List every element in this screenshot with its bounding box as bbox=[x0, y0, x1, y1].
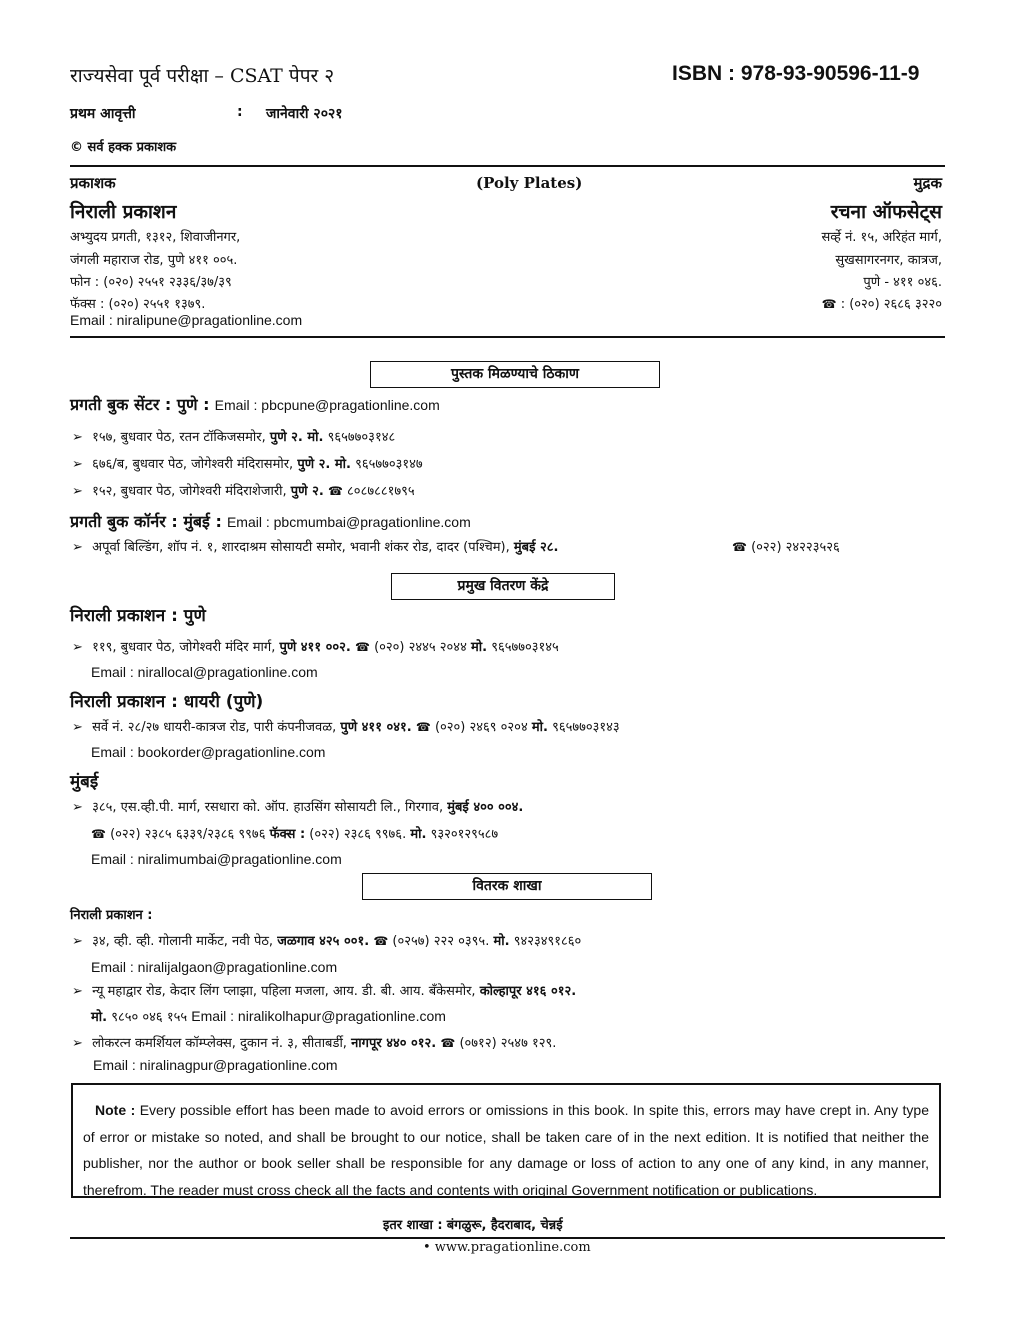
branch-kolhapur-item bbox=[72, 981, 576, 999]
np-mumbai-item bbox=[72, 797, 523, 815]
item-address: न्यू महाद्वार रोड, केदार लिंग प्लाझा, पहिला मजला, आय. डी. बी. आय. बँकेसमोर, bbox=[92, 984, 476, 999]
edition-value: जानेवारी २०२१ bbox=[266, 106, 343, 122]
item-mobile: ९८५० ०४६ १५५ bbox=[111, 1010, 188, 1025]
mobile-label: मो. bbox=[470, 640, 488, 655]
phone-icon: ☎ bbox=[373, 934, 389, 948]
note-label: Note : bbox=[95, 1102, 136, 1118]
item-phone: (०२२) २४२२३५२६ bbox=[751, 540, 840, 555]
item-phone: (०२०) २४६९ ०२०४ bbox=[434, 720, 528, 735]
arrow-bullet-icon: ➢ bbox=[72, 984, 83, 999]
item-address: अपूर्वा बिल्डिंग, शॉप नं. १, शारदाश्रम सोसायटी समोर, भवानी शंकर रोड, दादर (पश्चिम), bbox=[92, 540, 510, 555]
item-city: नागपूर ४४० ०१२. bbox=[351, 1036, 437, 1051]
item-mobile: ९४२३४९१८६० bbox=[513, 934, 582, 949]
item-phone: (०२२) २३८५ ६३३९/२३८६ ९९७६ bbox=[110, 827, 266, 842]
item-phone: (०७१२) २५४७ १२९. bbox=[459, 1036, 557, 1051]
pbc-mumbai-email: Email : pbcmumbai@pragationline.com bbox=[226, 514, 471, 530]
mobile-label: मो. bbox=[531, 720, 548, 735]
item-mobile: ९३२०१२९५८७ bbox=[430, 827, 499, 842]
item-mobile: ९६५७७०३१४७ bbox=[355, 457, 423, 472]
mobile-label: मो. bbox=[493, 934, 510, 949]
arrow-bullet-icon: ➢ bbox=[72, 640, 83, 655]
phone-icon: ☎ bbox=[821, 297, 837, 311]
branches-heading: निराली प्रकाशन : bbox=[70, 908, 153, 923]
publisher-divider bbox=[70, 336, 945, 338]
branch-jalgaon-item bbox=[72, 931, 581, 949]
printer-label: मुद्रक bbox=[913, 174, 942, 192]
item-address: १५२, बुधवार पेठ, जोगेश्वरी मंदिराशेजारी, bbox=[92, 484, 287, 499]
np-mumbai-email: Email : niralimumbai@pragationline.com bbox=[91, 851, 342, 867]
item-city: पुणे २. मो. bbox=[269, 430, 324, 445]
printer-phone-prefix: : bbox=[840, 297, 846, 312]
item-city: पुणे ४११ ०४१. bbox=[340, 720, 412, 735]
pbc-pune-item-3 bbox=[72, 481, 415, 499]
fax-label: फॅक्स : bbox=[269, 827, 306, 842]
np-mumbai-heading: मुंबई bbox=[70, 772, 99, 792]
pbc-mumbai-phone-line bbox=[732, 537, 840, 555]
phone-icon: ☎ bbox=[354, 640, 370, 654]
other-branches-label: इतर शाखा : bbox=[383, 1218, 443, 1233]
edition-label: प्रथम आवृत्ती bbox=[70, 106, 136, 122]
item-address: लोकरत्न कमर्शियल कॉम्प्लेक्स, दुकान नं. ३, सीताबर्डी, bbox=[92, 1036, 347, 1051]
branch-nagpur-email: Email : niralinagpur@pragationline.com bbox=[93, 1057, 338, 1073]
arrow-bullet-icon: ➢ bbox=[72, 457, 83, 472]
item-address: ११९, बुधवार पेठ, जोगेश्वरी मंदिर मार्ग, bbox=[92, 640, 276, 655]
item-city: पुणे २. मो. bbox=[297, 457, 351, 472]
np-pune-item bbox=[72, 637, 559, 655]
printer-address-1: सर्व्हे नं. १५, अरिहंत मार्ग, bbox=[821, 230, 942, 245]
pbc-pune-email: Email : pbcpune@pragationline.com bbox=[214, 397, 440, 413]
printer-address-3: पुणे - ४११ ०४६. bbox=[863, 275, 942, 290]
arrow-bullet-icon: ➢ bbox=[72, 934, 83, 949]
publisher-fax: फॅक्स : (०२०) २५५१ १३७९. bbox=[70, 297, 206, 312]
item-city: पुणे २. bbox=[290, 484, 324, 499]
publisher-label: प्रकाशक bbox=[70, 174, 116, 192]
edition-separator: : bbox=[237, 104, 243, 120]
item-fax: (०२२) २३८६ ९९७६. bbox=[309, 827, 407, 842]
header-divider bbox=[70, 165, 945, 167]
item-phone: ८०८७८८१७९५ bbox=[347, 484, 415, 499]
item-address: ३८५, एस.व्ही.पी. मार्ग, रसधारा को. ऑप. हाउसिंग सोसायटी लि., गिरगाव, bbox=[92, 800, 444, 815]
pbc-pune-item-1 bbox=[72, 427, 395, 445]
pbc-pune-heading-line bbox=[70, 393, 440, 415]
item-mobile: ९६५७७०३१४८ bbox=[327, 430, 396, 445]
printer-name: रचना ऑफसेट्स bbox=[830, 201, 942, 223]
item-address: सर्वे नं. २८/२७ धायरी-कात्रज रोड, पारी कंपनीजवळ, bbox=[92, 720, 337, 735]
pbc-pune-heading: प्रगती बुक सेंटर : पुणे : bbox=[70, 395, 210, 414]
publisher-phone: फोन : (०२०) २५५१ २३३६/३७/३९ bbox=[70, 275, 232, 290]
arrow-bullet-icon: ➢ bbox=[72, 430, 83, 445]
arrow-bullet-icon: ➢ bbox=[72, 800, 83, 815]
item-address: ६७६/ब, बुधवार पेठ, जोगेश्वरी मंदिरासमोर, bbox=[92, 457, 294, 472]
item-address: १५७, बुधवार पेठ, रतन टॉकिजसमोर, bbox=[92, 430, 266, 445]
other-branches-line bbox=[383, 1215, 563, 1233]
item-address: ३४, व्ही. व्ही. गोलानी मार्केट, नवी पेठ, bbox=[92, 934, 274, 949]
phone-icon: ☎ bbox=[440, 1036, 456, 1050]
np-dhayari-heading: निराली प्रकाशन : धायरी (पुणे) bbox=[70, 692, 264, 712]
publisher-name: निराली प्रकाशन bbox=[70, 201, 177, 223]
section-box-main-distribution: प्रमुख वितरण केंद्रे bbox=[391, 573, 615, 600]
publisher-address-1: अभ्युदय प्रगती, १३१२, शिवाजीनगर, bbox=[70, 230, 241, 245]
np-dhayari-item bbox=[72, 717, 620, 735]
disclaimer-note-box bbox=[71, 1083, 941, 1198]
arrow-bullet-icon: ➢ bbox=[72, 540, 83, 555]
printer-phone-line bbox=[822, 294, 942, 312]
branch-jalgaon-email: Email : niralijalgaon@pragationline.com bbox=[91, 959, 338, 975]
pbc-pune-item-2 bbox=[72, 454, 423, 472]
isbn: ISBN : 978-93-90596-11-9 bbox=[672, 62, 920, 85]
pbc-mumbai-heading: प्रगती बुक कॉर्नर : मुंबई : bbox=[70, 512, 222, 531]
item-city: पुणे ४११ ००२. bbox=[279, 640, 351, 655]
arrow-bullet-icon: ➢ bbox=[72, 720, 83, 735]
publisher-email: Email : niralipune@pragationline.com bbox=[70, 312, 303, 328]
section-box-where-to-buy: पुस्तक मिळण्याचे ठिकाण bbox=[370, 361, 660, 388]
np-pune-email: Email : nirallocal@pragationline.com bbox=[91, 664, 318, 680]
printer-phone: (०२०) २६८६ ३२२० bbox=[849, 297, 942, 312]
poly-plates-label: (Poly Plates) bbox=[476, 174, 583, 192]
item-phone: (०२५७) २२२ ०३९५. bbox=[392, 934, 490, 949]
mobile-label: मो. bbox=[410, 827, 427, 842]
branch-kolhapur-contact-line bbox=[91, 1007, 446, 1025]
pbc-mumbai-heading-line bbox=[70, 510, 471, 532]
phone-icon: ☎ bbox=[91, 827, 106, 841]
item-phone: (०२०) २४४५ २०४४ bbox=[374, 640, 467, 655]
printer-address-2: सुखसागरनगर, कात्रज, bbox=[835, 253, 942, 268]
footer-divider bbox=[70, 1237, 945, 1239]
phone-icon: ☎ bbox=[327, 484, 343, 498]
other-branches-value: बंगळुरू, हैदराबाद, चेन्नई bbox=[446, 1218, 563, 1233]
item-city: मुंबई ४०० ००४. bbox=[447, 800, 524, 815]
item-mobile: ९६५७७०३१४३ bbox=[552, 720, 620, 735]
arrow-bullet-icon: ➢ bbox=[72, 484, 83, 499]
section-box-distributor-branch: वितरक शाखा bbox=[362, 873, 652, 900]
np-mumbai-contact-line bbox=[91, 824, 498, 842]
item-city: कोल्हापूर ४१६ ०१२. bbox=[479, 984, 577, 999]
publisher-address-2: जंगली महाराज रोड, पुणे ४११ ००५. bbox=[70, 253, 238, 268]
branch-nagpur-item bbox=[72, 1033, 556, 1051]
item-city: मुंबई २८. bbox=[513, 540, 559, 555]
np-dhayari-email: Email : bookorder@pragationline.com bbox=[91, 744, 326, 760]
item-mobile: ९६५७७०३१४५ bbox=[491, 640, 559, 655]
branch-kolhapur-email: Email : niralikolhapur@pragationline.com bbox=[191, 1008, 446, 1024]
book-title: राज्यसेवा पूर्व परीक्षा – CSAT पेपर २ bbox=[70, 65, 335, 87]
arrow-bullet-icon: ➢ bbox=[72, 1036, 83, 1051]
phone-icon: ☎ bbox=[415, 720, 431, 734]
copyright-line: © सर्व हक्क प्रकाशक bbox=[70, 140, 177, 155]
note-text: Every possible effort has been made to avoid errors or omissions in this book. In spite this, errors may have crept in. Any type of error or mistake so noted, and shall be brought to our notice, shall be taken care of in the next edition. It is notified that neither the publisher, nor the author or book seller shall be responsible for any damage or loss of action to any one of any kind, in any manner, therefrom. The reader must cross check all the facts and contents with original Government notification or publications. bbox=[83, 1102, 930, 1198]
phone-icon: ☎ bbox=[732, 540, 747, 554]
np-pune-heading: निराली प्रकाशन : पुणे bbox=[70, 606, 206, 626]
website-link[interactable]: • www.pragationline.com bbox=[423, 1240, 591, 1255]
item-city: जळगाव ४२५ ००१. bbox=[277, 934, 370, 949]
mobile-label: मो. bbox=[91, 1010, 108, 1025]
pbc-mumbai-item bbox=[72, 537, 558, 555]
